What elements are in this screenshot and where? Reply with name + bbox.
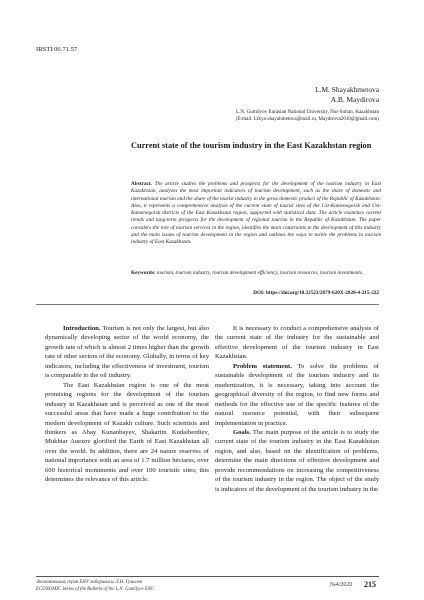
abstract-text: The article studies the problems and prospects for the development of the tourism industry in East Kazakhstan, analyzes the most important indicators of tourism development, such as the share of domestic and international tourism and the share of the tourist industry in the gross domestic product of the Republic of Kazakhstan. Also, it represents a comprehensive analysis of the current state of tourist sites of the Ust-Kamenogorsk and Ust-Kamenogorsk districts of the East Kazakhstan region, supported with statistical data. The article examines current trends and long-term prospects for the development of regional tourism in the Republic of Kazakhstan. The paper considers the role of tourism services in the region, identifies the main constraints to the development of this industry and the main issues of tourism development in the region and outlines the ways to tackle the problems in tourism industry of East Kazakhstan. xyxy=(131,181,382,245)
body-column-left xyxy=(45,324,209,485)
paragraph xyxy=(45,324,209,381)
article-title: Current state of the tourism industry in the East Kazakhstan region xyxy=(131,141,372,150)
affiliation-block xyxy=(236,109,379,123)
body-column-right xyxy=(215,324,379,494)
keywords-text: tourism, tourism industry, tourism development efficiency, tourism resources, tourism investments. xyxy=(156,270,364,276)
author-name: L.M. Shayakhmetova xyxy=(315,85,379,94)
author-emails: (E-mail: Likya-shayahmetova@mail.ru, Maydirova2010@gmail.com) xyxy=(235,116,379,123)
author-name: A.B. Maydirova xyxy=(330,95,379,105)
paragraph-text: Tourism is not only the largest, but also dynamically developing sector of the world economy, the growth rate of which is almost 2 times higher than the growth rate of other sectors of the economy. Globally, in terms of key indicators, including the effectiveness of investment, tourism is comparable to the oil industry. xyxy=(45,325,209,380)
keywords-label: Keywords: xyxy=(131,270,156,276)
authors-block xyxy=(315,85,379,105)
affiliation: L.N. Gumilyov Eurasian National University, Nur-Sultan, Kazakhstan xyxy=(235,109,379,115)
journal-name-en: ECONOMIC Series of the Bulletin of the L.N. Gumilyov ENU xyxy=(36,586,155,592)
footer-divider xyxy=(36,576,379,577)
keywords xyxy=(131,270,381,277)
irsti-code: IRSTI 06.71.57 xyxy=(36,46,78,53)
paragraph-lead: Goals. xyxy=(233,428,251,436)
journal-name-kz: Экономикалық серия ЕНУ хабаршысы Л.Н. Гумилев xyxy=(36,580,143,585)
journal-name xyxy=(36,580,154,593)
paragraph xyxy=(45,381,209,485)
paragraph-text: It is necessary to conduct a comprehensive analysis of the current state of the industry for the sustainable and effective development of the tourism industry in East Kazakhstan. xyxy=(215,325,379,361)
issue-number: №4/2020 xyxy=(330,582,353,588)
paragraph-lead: Problem statement. xyxy=(233,362,292,370)
page-number: 215 xyxy=(364,580,376,589)
paragraph-lead: Introduction. xyxy=(63,325,101,332)
divider xyxy=(36,304,379,305)
paragraph-text: The East Kazakhstan region is one of the most promising regions for the development of the tourism industry in Kazakhstan and is perceived as one of the most successful areas that have made a huge contribution to the modern development of Kazakh culture. Such scientists and thinkers as Abay Kunanbayev, Shakarim Kudaiberdiev, Mukhtar Auezov glorified the Earth of East Kazakhstan all over the world. In addition, there are 24 nature reserves of national importance with an area of 1.7 million hectares, over 600 historical monuments and over 100 touristic sites; this determines the relevance of this article. xyxy=(45,381,209,484)
paragraph-text: To solve the problems of sustainable development of the tourism industry and its modernization, it is necessary, taking into account the geographical diversity of the region, to find new forms and methods for the effective use of the specific features of the natural resource potential, with their subsequent implementation in practice. xyxy=(215,362,379,427)
doi-link[interactable]: DOI: https://doi.org/10.32523/2079-620X-2020-4-215-222 xyxy=(253,290,379,296)
paragraph-text: The main purpose of the article is to study the current state of the tourism industry in the East Kazakhstan region, and also, based on the identification of problems, determine the main directions of effective development and provide recommendations on increasing the competitiveness of the tourism industry in the region. The object of the study is indicators of the development of the tourism industry in the xyxy=(215,428,379,493)
paragraph xyxy=(215,362,379,428)
paragraph xyxy=(215,428,379,494)
abstract xyxy=(131,181,381,246)
abstract-label: Abstract. xyxy=(131,181,152,187)
paragraph xyxy=(215,324,379,362)
